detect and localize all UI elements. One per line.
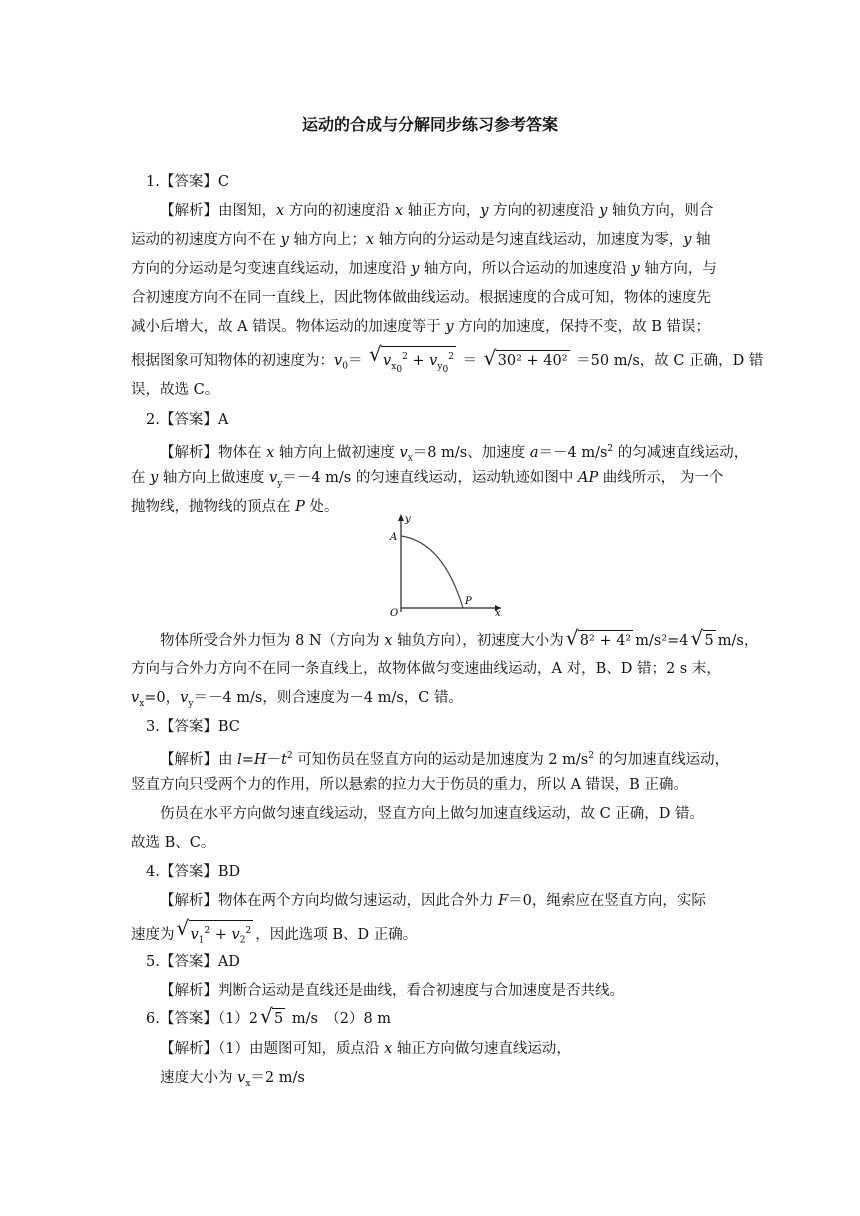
q6-line-1: 【解析】（1）由题图可知，质点沿 x 轴正方向做匀速直线运动，	[160, 1041, 571, 1057]
sqrt-8-4: √ 8² + 4²	[565, 626, 632, 650]
q2-line-4: 物体所受合外力恒为 8 N（方向为 x 轴负方向），初速度大小为 √ 8² + 4² m/s²=4 √ 5 m/s，	[160, 626, 759, 650]
q2-line-1: 【解析】物体在 x 轴方向上做初速度 $v_x=8$ m/s、加速度 a＝－4 $m/s^2$ 的匀减速直线运动，	[160, 444, 749, 464]
sqrt-vx0-vy0: √ $v_{x_0}^2 + v_{y_0}^2$	[369, 346, 456, 380]
q4-answer: 4.【答案】BD	[146, 864, 241, 880]
fig-label-o: O	[390, 608, 399, 619]
trajectory-curve-ap	[401, 536, 463, 608]
q4-line-1: 【解析】物体在两个方向均做匀速运动，因此合外力 F＝0，绳索应在竖直方向，实际	[160, 893, 706, 909]
sqrt-5: √ 5	[690, 626, 714, 650]
sqrt-30-40: √ 30² + 40²	[483, 345, 568, 370]
q6-answer: 6.【答案】（1）2 √ 5 m/s （2）8 m	[146, 1004, 392, 1028]
fig-label-a: A	[390, 532, 398, 543]
q4-line-2: 速度为 √ $v_1^2 + v_2^2$ ，因此选项 B、D 正确。	[131, 920, 417, 951]
q3-answer: 3.【答案】BC	[146, 719, 240, 735]
q1-line-7: 误，故选 C。	[131, 382, 220, 398]
q1-line-3: 方向的分运动是匀变速直线运动，加速度沿 y 轴方向，所以合运动的加速度沿 y 轴方向，与	[131, 261, 717, 277]
q3-line-3: 伤员在水平方向做匀速直线运动，竖直方向上做匀加速直线运动，故 C 正确，D 错。	[160, 806, 705, 822]
q3-line-4: 故选 B、C。	[131, 835, 216, 851]
sqrt-v1-v2: √ $v_1^2 + v_2^2$	[177, 920, 254, 951]
q2-line-5: 方向与合外力方向不在同一条直线上，故物体做匀变速曲线运动，A 对，B、D 错；2 s 末，	[131, 661, 721, 677]
sqrt-5-q6: √ 5	[260, 1004, 284, 1028]
q1-line-1: 【解析】由图知，x 方向的初速度沿 x 轴正方向，y 方向的初速度沿 y 轴负方向，则合	[160, 203, 714, 219]
page-title: 运动的合成与分解同步练习参考答案	[301, 115, 558, 134]
fig-label-y: y	[405, 514, 411, 525]
q1-line-2: 运动的初速度方向不在 y 轴方向上；x 轴方向的分运动是匀速直线运动，加速度为零，y 轴	[131, 232, 711, 248]
q1-line-4: 合初速度方向不在同一直线上，因此物体做曲线运动。根据速度的合成可知，物体的速度先	[131, 290, 711, 306]
q2-line-3: 抛物线，抛物线的顶点在 P 处。	[131, 499, 339, 515]
q1-line-6: 根据图象可知物体的初速度为：$v_0=$ √ $v_{x_0}^2 + v_{y_0}^2$ ＝ √ 30² + 40² ＝50 m/s，故 C 正确，D 错	[131, 346, 763, 380]
q5-answer: 5.【答案】AD	[146, 954, 240, 970]
q1-line-5: 减小后增大，故 A 错误。物体运动的加速度等于 y 方向的加速度，保持不变，故 B 错误；	[131, 319, 710, 335]
y-axis-arrow	[398, 514, 404, 521]
q3-line-2: 竖直方向只受两个力的作用，所以悬索的拉力大于伤员的重力，所以 A 错误，B 正确。	[131, 777, 688, 793]
q2-line-6: $v_x=0$，$v_y=-4$ m/s，则合速度为－4 m/s，C 错。	[131, 690, 463, 709]
trajectory-figure	[383, 510, 505, 620]
q6-line-2: 速度大小为 $v_x=2$ m/s	[160, 1070, 305, 1089]
fig-label-x: x	[495, 608, 501, 619]
q3-line-1: 【解析】由 $l=H-t^2$ 可知伤员在竖直方向的运动是加速度为 2 $m/s^2$ 的匀加速直线运动，	[160, 751, 730, 768]
q2-answer: 2.【答案】A	[146, 412, 229, 428]
q2-line-2: 在 y 轴方向上做速度 $v_y=-4$ m/s 的匀速直线运动，运动轨迹如图中 AP 曲线所示， 为一个	[131, 470, 724, 489]
q1-answer: 1.【答案】C	[146, 174, 229, 190]
q5-line-1: 【解析】判断合运动是直线还是曲线，看合初速度与合加速度是否共线。	[160, 983, 624, 999]
fig-label-p: P	[465, 596, 472, 607]
